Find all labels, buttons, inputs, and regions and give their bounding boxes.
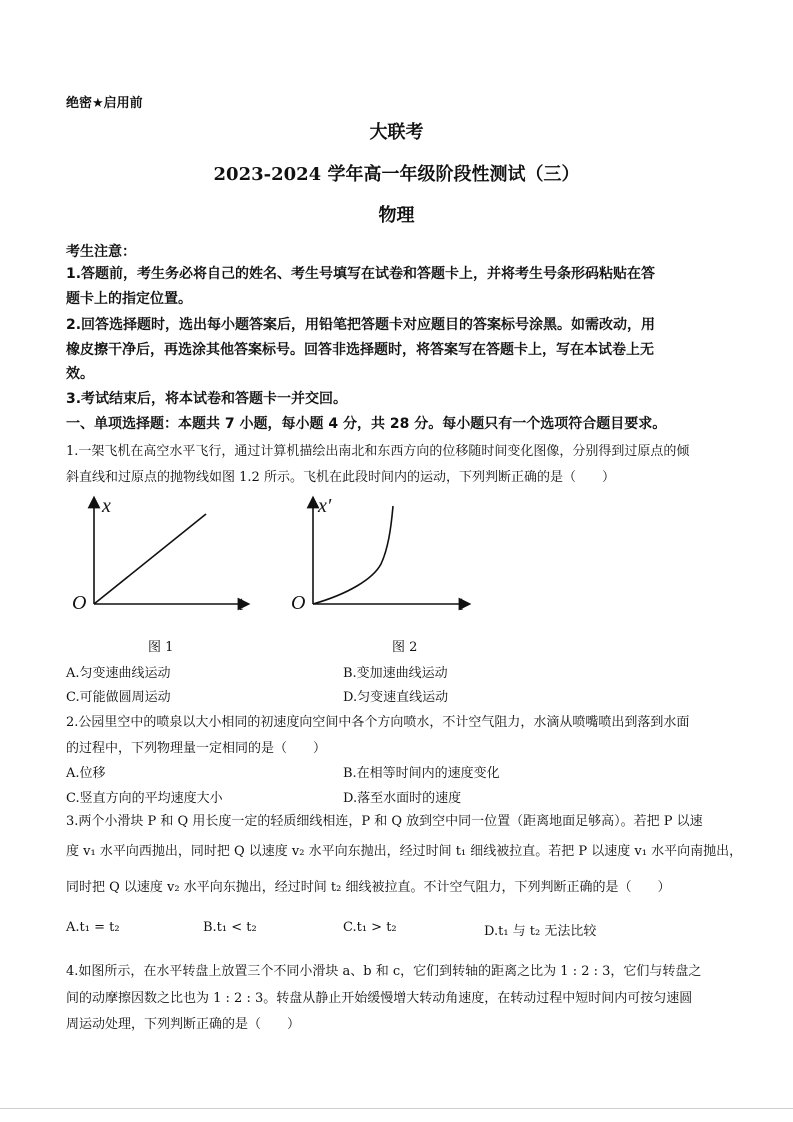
section-1-title: 一、单项选择题：本题共 7 小题，每小题 4 分，共 28 分。每小题只有一个选项符合题目要求。 [66, 416, 667, 432]
q4-text-line-1: 4.如图所示，在水平转盘上放置三个不同小滑块 a、b 和 c，它们到转轴的距离之比为 1 : 2 : 3，它们与转盘之 [66, 964, 702, 979]
exam-title: 2023-2024 学年高一年级阶段性测试（三） [213, 164, 580, 185]
figure-1-y-label: x [102, 495, 111, 517]
q2-text-line-1: 2.公园里空中的喷泉以大小相同的初速度向空间中各个方向喷水，不计空气阻力，水滴从喷嘴喷出到落到水面 [66, 715, 690, 730]
notice-item-2-line-2: 橡皮擦干净后，再选涂其他答案标号。回答非选择题时，将答案写在答题卡上，写在本试卷上无 [66, 342, 654, 358]
figure-1-graph [68, 494, 258, 619]
notice-item-3: 3.考试结束后，将本试卷和答题卡一并交回。 [66, 391, 348, 407]
q3-text-line-3: 同时把 Q 以速度 v₂ 水平向东抛出，经过时间 t₂ 细线被拉直。不计空气阻力，下列判断正确的是（ ） [66, 880, 671, 895]
notice-item-2-line-3: 效。 [66, 366, 94, 382]
figure-2-origin-label: O [291, 592, 306, 614]
q1-option-c: C.可能做圆周运动 [66, 690, 171, 705]
notice-item-1-line-1: 1.答题前，考生务必将自己的姓名、考生号填写在试卷和答题卡上，并将考生号条形码粘贴在答 [66, 266, 656, 282]
q2-text-line-2: 的过程中，下列物理量一定相同的是（ ） [66, 741, 327, 756]
figure-1-line [94, 514, 206, 604]
q3-text-line-1: 3.两个小滑块 P 和 Q 用长度一定的轻质细线相连，P 和 Q 放到空中同一位置（距离地面足够高）。若把 P 以速 [66, 814, 703, 829]
q2-option-b: B.在相等时间内的速度变化 [343, 766, 500, 781]
q2-option-d: D.落至水面时的速度 [343, 791, 462, 806]
q3-option-b: B.t₁ < t₂ [203, 920, 257, 935]
q1-option-b: B.变加速曲线运动 [343, 666, 448, 681]
q4-text-line-3: 周运动处理，下列判断正确的是（ ） [66, 1017, 301, 1032]
q3-option-d: D.t₁ 与 t₂ 无法比较 [484, 924, 597, 939]
q1-option-d: D.匀变速直线运动 [343, 690, 449, 705]
notice-item-1-line-2: 题卡上的指定位置。 [66, 291, 192, 307]
notice-title: 考生注意： [66, 244, 136, 260]
figure-2-y-label: x′ [318, 495, 332, 517]
q4-text-line-2: 间的动摩擦因数之比也为 1 : 2 : 3。转盘从静止开始缓慢增大转动角速度，在转动过程中短时间内可按匀速圆 [66, 991, 693, 1006]
subject-title: 物理 [378, 205, 415, 226]
figure-2-parabola [313, 506, 393, 604]
figure-1-x-label: t [238, 593, 244, 615]
confidential-label: 绝密★启用前 [66, 96, 143, 111]
q3-option-c: C.t₁ > t₂ [343, 920, 397, 935]
figure-1-caption: 图 1 [148, 640, 174, 655]
q1-text-line-2: 斜直线和过原点的抛物线如图 1.2 所示。飞机在此段时间内的运动，下列判断正确的是（ ） [66, 470, 615, 485]
exam-name: 大联考 [369, 122, 424, 143]
figure-2-caption: 图 2 [392, 640, 418, 655]
q3-option-a: A.t₁ = t₂ [66, 920, 120, 935]
q2-option-c: C.竖直方向的平均速度大小 [66, 791, 223, 806]
figure-1-origin-label: O [72, 592, 87, 614]
q3-text-line-2: 度 v₁ 水平向西抛出，同时把 Q 以速度 v₂ 水平向东抛出，经过时间 t₁ 细线被拉直。若把 P 以速度 v₁ 水平向南抛出， [66, 844, 743, 859]
page-bottom-divider [0, 1108, 793, 1109]
q1-text-line-1: 1.一架飞机在高空水平飞行，通过计算机描绘出南北和东西方向的位移随时间变化图像，分别得到过原点的倾 [66, 444, 690, 459]
figure-2-x-label: t [458, 593, 464, 615]
q2-option-a: A.位移 [66, 766, 106, 781]
notice-item-2-line-1: 2.回答选择题时，选出每小题答案后，用铅笔把答题卡对应题目的答案标号涂黑。如需改动，用 [66, 317, 656, 333]
q1-option-a: A.匀变速曲线运动 [66, 666, 171, 681]
